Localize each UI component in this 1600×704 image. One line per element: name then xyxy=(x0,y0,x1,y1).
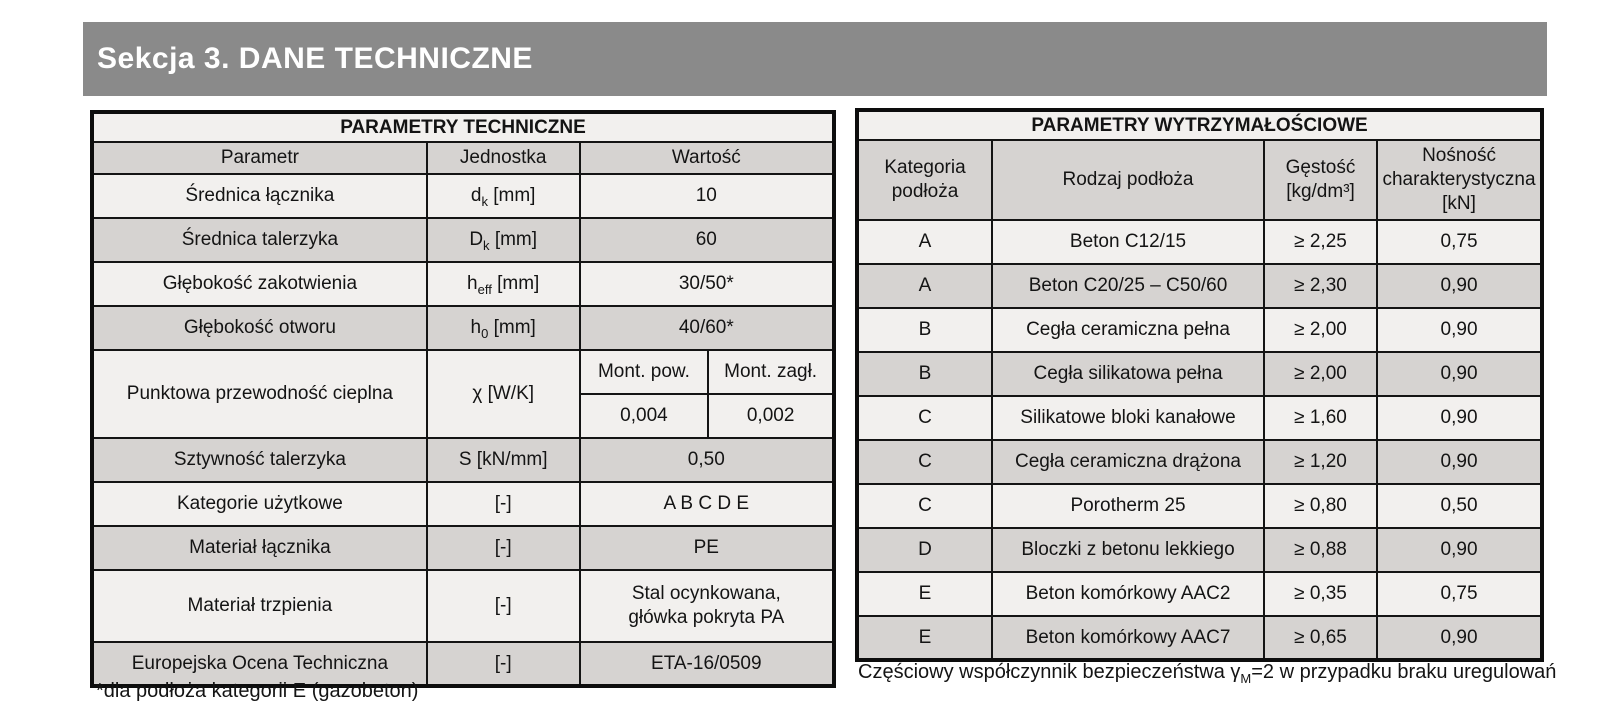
footnote-text-end: =2 w przypadku braku uregulowań xyxy=(1251,661,1557,683)
value-cell: 60 xyxy=(580,218,834,262)
substrate-cell: Bloczki z betonu lekkiego xyxy=(992,528,1264,572)
strength-parameters-table xyxy=(855,108,1544,662)
param-cell: Średnica talerzyka xyxy=(92,218,427,262)
column-header-param: Parametr xyxy=(92,142,427,174)
table-header-row xyxy=(92,142,834,174)
unit-cell xyxy=(427,174,580,218)
unit-subscript: 0 xyxy=(481,325,489,341)
substrate-cell: Beton komórkowy AAC2 xyxy=(992,572,1264,616)
table-row xyxy=(92,526,834,570)
table-row xyxy=(857,484,1542,528)
footnote-category-e: *dla podłoża kategorii E (gazobeton) xyxy=(96,680,419,702)
table-row xyxy=(857,616,1542,660)
table-row xyxy=(92,218,834,262)
unit-text: D xyxy=(469,229,484,251)
unit-cell xyxy=(427,306,580,350)
unit-cell: [-] xyxy=(427,642,580,686)
technical-parameters-table xyxy=(90,110,836,688)
footnote-safety-factor xyxy=(858,661,1556,684)
sub-value-surface-mount: 0,004 xyxy=(580,394,709,438)
category-cell: C xyxy=(857,396,992,440)
substrate-cell: Cegła ceramiczna drążona xyxy=(992,440,1264,484)
table-row xyxy=(857,572,1542,616)
table-row xyxy=(857,440,1542,484)
param-cell: Sztywność talerzyka xyxy=(92,438,427,482)
table-row xyxy=(92,482,834,526)
column-header-value: Wartość xyxy=(580,142,834,174)
value-cell: 0,50 xyxy=(580,438,834,482)
substrate-cell: Porotherm 25 xyxy=(992,484,1264,528)
category-cell: A xyxy=(857,220,992,264)
density-cell: ≥ 2,00 xyxy=(1264,308,1377,352)
substrate-cell: Beton C20/25 – C50/60 xyxy=(992,264,1264,308)
value-cell: 10 xyxy=(580,174,834,218)
density-cell: ≥ 0,35 xyxy=(1264,572,1377,616)
table-title-row xyxy=(92,112,834,142)
unit-text: h xyxy=(470,317,482,339)
param-cell: Głębokość otworu xyxy=(92,306,427,350)
density-cell: ≥ 1,20 xyxy=(1264,440,1377,484)
value-cell: PE xyxy=(580,526,834,570)
capacity-cell: 0,90 xyxy=(1377,528,1542,572)
category-cell: E xyxy=(857,572,992,616)
table-header-row xyxy=(857,140,1542,220)
param-cell: Głębokość zakotwienia xyxy=(92,262,427,306)
unit-subscript: k xyxy=(483,237,490,253)
gamma-subscript: M xyxy=(1240,671,1252,686)
column-header-substrate: Rodzaj podłoża xyxy=(992,140,1264,220)
capacity-cell: 0,90 xyxy=(1377,396,1542,440)
unit-text: h xyxy=(467,273,478,295)
category-cell: C xyxy=(857,440,992,484)
substrate-cell: Beton C12/15 xyxy=(992,220,1264,264)
density-cell: ≥ 2,30 xyxy=(1264,264,1377,308)
column-header-unit: Jednostka xyxy=(427,142,580,174)
value-cell: 40/60* xyxy=(580,306,834,350)
param-cell: Kategorie użytkowe xyxy=(92,482,427,526)
density-cell: ≥ 0,80 xyxy=(1264,484,1377,528)
table-row xyxy=(92,174,834,218)
substrate-cell: Silikatowe bloki kanałowe xyxy=(992,396,1264,440)
capacity-cell: 0,90 xyxy=(1377,440,1542,484)
value-cell: 30/50* xyxy=(580,262,834,306)
column-header-category: Kategoria podłoża xyxy=(857,140,992,220)
section-title: Sekcja 3. DANE TECHNICZNE xyxy=(97,42,533,75)
table-row xyxy=(857,352,1542,396)
table-row xyxy=(857,220,1542,264)
section-header-bar xyxy=(83,22,1547,96)
unit-cell: [-] xyxy=(427,526,580,570)
unit-subscript: k xyxy=(481,193,488,209)
value-cell: A B C D E xyxy=(580,482,834,526)
capacity-cell: 0,90 xyxy=(1377,308,1542,352)
table-title: PARAMETRY WYTRZYMAŁOŚCIOWE xyxy=(857,110,1542,140)
unit-suffix: [mm] xyxy=(488,317,536,339)
unit-suffix: [mm] xyxy=(491,273,540,295)
density-cell: ≥ 1,60 xyxy=(1264,396,1377,440)
sub-value-recessed-mount: 0,002 xyxy=(708,394,834,438)
table-row xyxy=(857,396,1542,440)
capacity-cell: 0,75 xyxy=(1377,572,1542,616)
param-cell: Średnica łącznika xyxy=(92,174,427,218)
density-cell: ≥ 0,88 xyxy=(1264,528,1377,572)
sub-header-recessed-mount: Mont. zagł. xyxy=(708,350,834,394)
substrate-cell: Cegła silikatowa pełna xyxy=(992,352,1264,396)
density-cell: ≥ 2,00 xyxy=(1264,352,1377,396)
unit-subscript: eff xyxy=(477,281,492,297)
unit-text: d xyxy=(470,185,482,207)
category-cell: C xyxy=(857,484,992,528)
capacity-cell: 0,90 xyxy=(1377,264,1542,308)
category-cell: B xyxy=(857,308,992,352)
param-cell: Materiał łącznika xyxy=(92,526,427,570)
unit-cell: [-] xyxy=(427,570,580,642)
table-title-row xyxy=(857,110,1542,140)
table-row xyxy=(92,438,834,482)
column-header-density: Gęstość [kg/dm³] xyxy=(1264,140,1377,220)
density-cell: ≥ 0,65 xyxy=(1264,616,1377,660)
param-cell: Europejska Ocena Techniczna xyxy=(92,642,427,686)
sub-header-surface-mount: Mont. pow. xyxy=(580,350,709,394)
capacity-cell: 0,90 xyxy=(1377,616,1542,660)
unit-cell: [-] xyxy=(427,482,580,526)
unit-cell xyxy=(427,218,580,262)
capacity-cell: 0,90 xyxy=(1377,352,1542,396)
substrate-cell: Beton komórkowy AAC7 xyxy=(992,616,1264,660)
table-row xyxy=(857,308,1542,352)
table-title: PARAMETRY TECHNICZNE xyxy=(92,112,834,142)
unit-cell xyxy=(427,262,580,306)
table-row xyxy=(92,570,834,642)
category-cell: E xyxy=(857,616,992,660)
unit-suffix: [mm] xyxy=(487,185,536,207)
table-row xyxy=(92,350,834,394)
table-row xyxy=(857,528,1542,572)
column-header-capacity: Nośność charakterystyczna [kN] xyxy=(1377,140,1542,220)
density-cell: ≥ 2,25 xyxy=(1264,220,1377,264)
param-cell: Materiał trzpienia xyxy=(92,570,427,642)
table-row xyxy=(92,262,834,306)
capacity-cell: 0,50 xyxy=(1377,484,1542,528)
category-cell: B xyxy=(857,352,992,396)
footnote-text: Częściowy współczynnik bezpieczeństwa γ xyxy=(858,661,1241,683)
substrate-cell: Cegła ceramiczna pełna xyxy=(992,308,1264,352)
table-row xyxy=(857,264,1542,308)
category-cell: D xyxy=(857,528,992,572)
category-cell: A xyxy=(857,264,992,308)
param-cell: Punktowa przewodność cieplna xyxy=(92,350,427,438)
value-cell: Stal ocynkowana, główka pokryta PA xyxy=(580,570,834,642)
value-cell: ETA-16/0509 xyxy=(580,642,834,686)
unit-suffix: [mm] xyxy=(489,229,538,251)
unit-cell: χ [W/K] xyxy=(427,350,580,438)
table-row xyxy=(92,306,834,350)
capacity-cell: 0,75 xyxy=(1377,220,1542,264)
unit-cell: S [kN/mm] xyxy=(427,438,580,482)
